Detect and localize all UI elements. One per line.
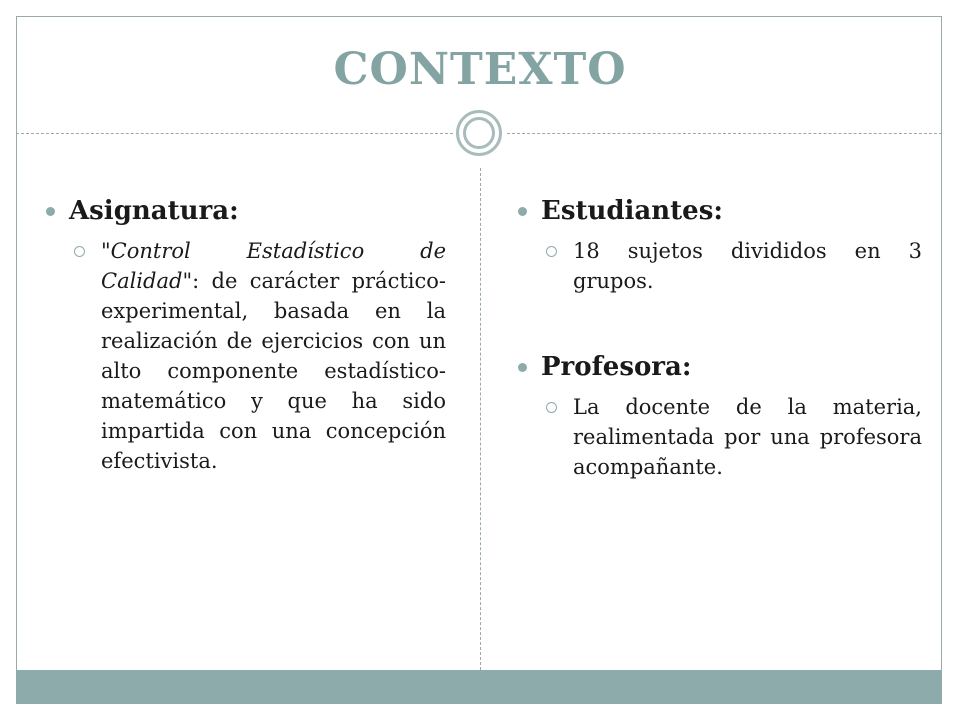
asignatura-detail xyxy=(74,236,446,476)
bullet-dot-icon xyxy=(518,363,527,372)
sub-bullet-ring-icon xyxy=(546,402,557,413)
profesora-bullet xyxy=(518,352,922,382)
sub-bullet-ring-icon xyxy=(546,246,557,257)
title-divider-left xyxy=(16,133,453,134)
asignatura-bullet xyxy=(46,196,446,226)
left-column xyxy=(46,196,446,476)
profesora-text: La docente de la materia, realimentada por una profesora acompañante. xyxy=(573,395,922,479)
profesora-heading: Profesora: xyxy=(541,352,692,382)
estudiantes-heading: Estudiantes: xyxy=(541,196,723,226)
column-divider xyxy=(480,168,481,670)
estudiantes-bullet xyxy=(518,196,922,226)
asignatura-heading: Asignatura: xyxy=(69,196,239,226)
bullet-dot-icon xyxy=(46,207,55,216)
quote-close: ": xyxy=(182,269,212,293)
asignatura-text xyxy=(101,236,446,476)
course-name: Control Estadístico de Calidad xyxy=(101,239,446,293)
bullet-dot-icon xyxy=(518,207,527,216)
profesora-detail xyxy=(546,392,922,482)
title-divider-right xyxy=(507,133,942,134)
estudiantes-text: 18 sujetos divididos en 3 grupos. xyxy=(573,239,922,293)
estudiantes-detail xyxy=(546,236,922,296)
right-column xyxy=(518,196,922,482)
circle-ornament-icon xyxy=(456,110,502,156)
course-description: de carácter práctico-experimental, basada en la realización de ejercicios con un alto componente estadístico-matemático y que ha sido impartida con una concepción efectivista. xyxy=(101,269,446,473)
footer-bar xyxy=(16,670,942,704)
quote-open: " xyxy=(101,239,111,263)
slide-title: CONTEXTO xyxy=(333,44,627,95)
sub-bullet-ring-icon xyxy=(74,246,85,257)
